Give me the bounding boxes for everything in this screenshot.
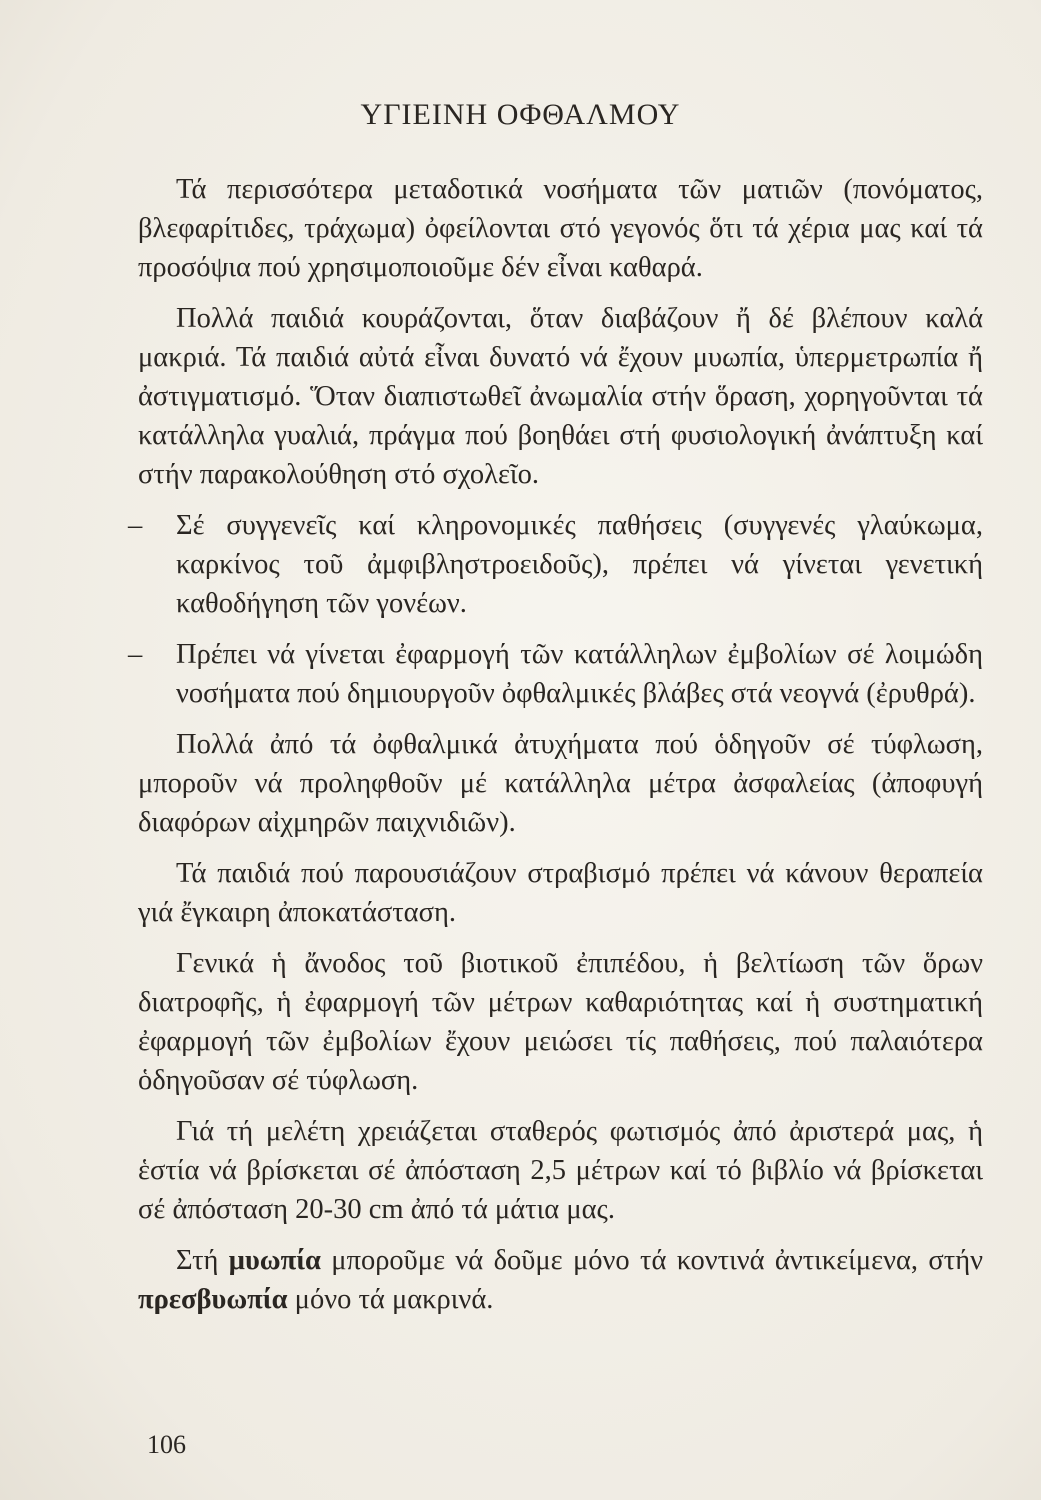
bullet-item-1 bbox=[128, 506, 983, 623]
page-number: 106 bbox=[147, 1430, 186, 1459]
bullet-text-2: Πρέπει νά γίνεται ἐφαρμογή τῶν κατάλληλων ἐμβολίων σέ λοιμώδη νοσήματα πού δημιουργοῦν ὀφθαλμικές βλάβες στά νεογνά (ἐρυθρά). bbox=[176, 639, 983, 709]
body-text bbox=[128, 170, 983, 1319]
bullet-text-1: Σέ συγγενεῖς καί κληρονομικές παθήσεις (συγγενές γλαύκωμα, καρκίνος τοῦ ἀμφιβληστροειδοῦς), πρέπει νά γίνεται γενετική καθοδήγηση τῶν γονέων. bbox=[176, 510, 983, 619]
paragraph-2: Πολλά παιδιά κουράζονται, ὅταν διαβάζουν ἤ δέ βλέπουν καλά μακριά. Τά παιδιά αὐτά εἶναι δυνατό νά ἔχουν μυωπία, ὑπερμετρωπία ἤ ἀστιγματισμό. Ὅταν διαπιστωθεῖ ἀνωμαλία στήν ὅραση, χορηγοῦνται τά κατάλληλα γυαλιά, πράγμα πού βοηθάει στή φυσιολογική ἀνάπτυξη καί στήν παρακολούθηση στό σχολεῖο. bbox=[138, 303, 983, 490]
paragraph-6: Γιά τή μελέτη χρειάζεται σταθερός φωτισμός ἀπό ἀριστερά μας, ἡ ἑστία νά βρίσκεται σέ ἀπόσταση 2,5 μέτρων καί τό βιβλίο νά βρίσκεται σέ ἀπόσταση 20-30 cm ἀπό τά μάτια μας. bbox=[138, 1116, 983, 1225]
bullet-dash: – bbox=[128, 510, 143, 541]
page-title: ΥΓΙΕΙΝΗ ΟΦΘΑΛΜΟΥ bbox=[360, 98, 681, 131]
term-myopia: μυωπία bbox=[228, 1245, 321, 1276]
paragraph-5: Γενικά ἡ ἄνοδος τοῦ βιοτικοῦ ἐπιπέδου, ἡ βελτίωση τῶν ὅρων διατροφῆς, ἡ ἐφαρμογή τῶν μέτρων καθαριότητας καί ἡ συστηματική ἐφαρμογή τῶν ἐμβολίων ἔχουν μειώσει τίς παθήσεις, πού παλαιότερα ὁδηγοῦσαν σέ τύφλωση. bbox=[138, 948, 983, 1096]
text-segment: μόνο τά μακρινά. bbox=[287, 1284, 494, 1315]
paragraph-7 bbox=[138, 1241, 983, 1319]
paragraph-4: Τά παιδιά πού παρουσιάζουν στραβισμό πρέπει νά κάνουν θεραπεία γιά ἔγκαιρη ἀποκατάσταση. bbox=[138, 858, 983, 928]
term-presbyopia: πρεσβυωπία bbox=[138, 1284, 288, 1315]
paragraph-1: Τά περισσότερα μεταδοτικά νοσήματα τῶν ματιῶν (πονόματος, βλεφαρίτιδες, τράχωμα) ὀφείλονται στό γεγονός ὅτι τά χέρια μας καί τά προσόψια πού χρησιμοποιοῦμε δέν εἶναι καθαρά. bbox=[138, 174, 983, 283]
text-segment: Στή bbox=[176, 1245, 229, 1276]
paragraph-3: Πολλά ἀπό τά ὀφθαλμικά ἀτυχήματα πού ὁδηγοῦν σέ τύφλωση, μποροῦν νά προληφθοῦν μέ κατάλληλα μέτρα ἀσφαλείας (ἀποφυγή διαφόρων αἰχμηρῶν παιχνιδιῶν). bbox=[138, 729, 983, 838]
text-segment: μποροῦμε νά δοῦμε μόνο τά κοντινά ἀντικείμενα, στήν bbox=[320, 1245, 983, 1276]
bullet-dash: – bbox=[128, 639, 143, 670]
bullet-item-2 bbox=[128, 635, 983, 713]
